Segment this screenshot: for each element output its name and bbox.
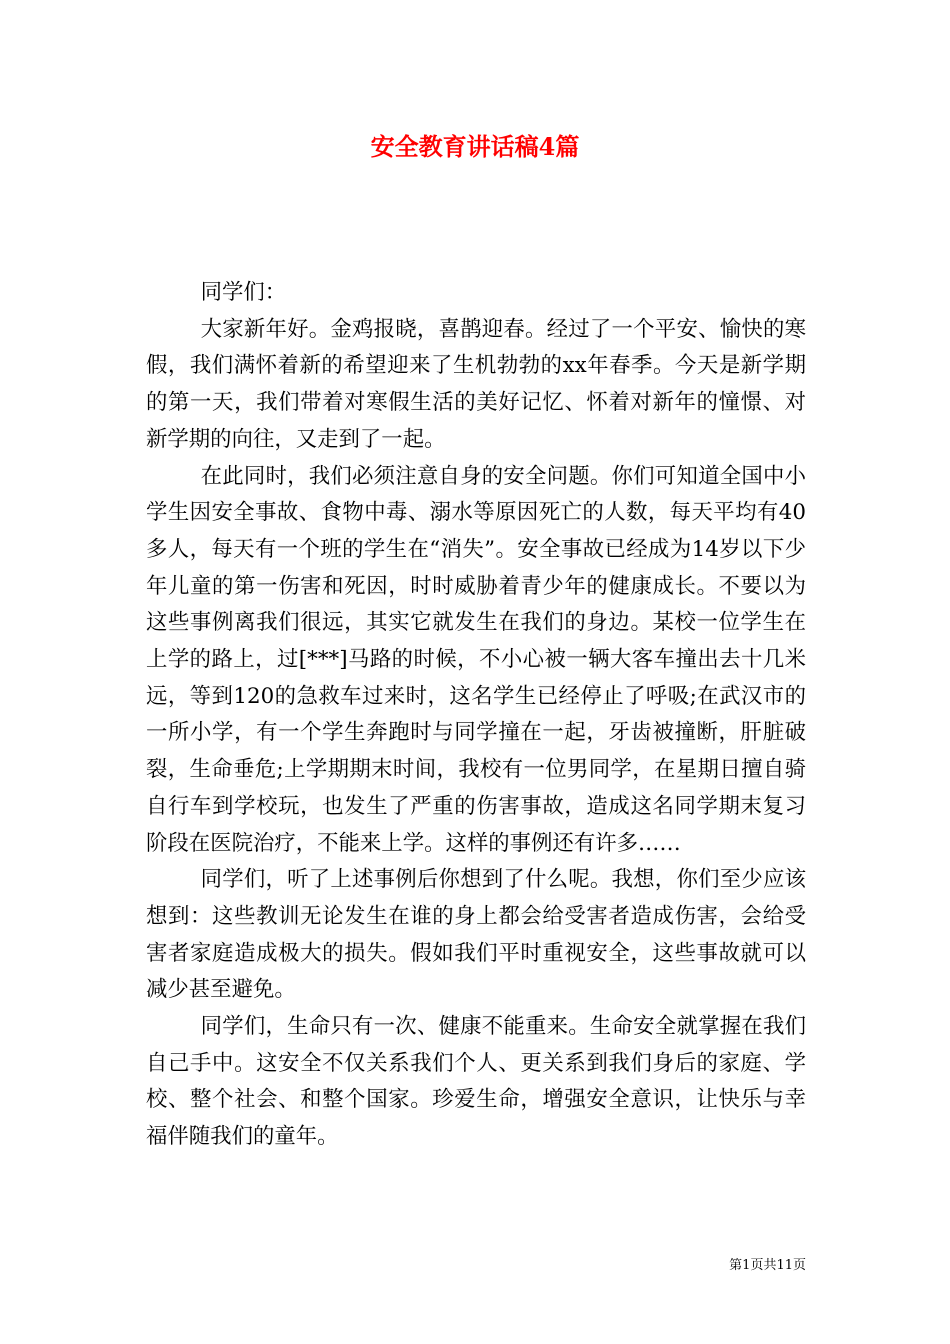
document-title: 安全教育讲话稿4篇 xyxy=(370,132,580,161)
page-number-footer: 第1页共11页 xyxy=(729,1258,806,1273)
paragraph-greeting: 同学们： xyxy=(200,280,287,305)
paragraph: 同学们，听了上述事例后你想到了什么呢。我想，你们至少应该想到：这些教训无论发生在谁的身上都会给受害者造成伤害，会给受害者家庭造成极大的损失。假如我们平时重视安全，这些事故就可以减少甚至避免。 xyxy=(146,867,806,1003)
paragraph: 在此同时，我们必须注意自身的安全问题。你们可知道全国中小学生因安全事故、食物中毒、溺水等原因死亡的人数，每天平均有40多人，每天有一个班的学生在“消失”。安全事故已经成为14岁以下少年儿童的第一伤害和死因，时时威胁着青少年的健康成长。不要以为这些事例离我们很远，其实它就发生在我们的身边。某校一位学生在上学的路上，过[***]马路的时候，不小心被一辆大客车撞出去十几米远，等到120的急救车过来时，这名学生已经停止了呼吸;在武汉市的一所小学，有一个学生奔跑时与同学撞在一起，牙齿被撞断，肝脏破裂，生命垂危;上学期期末时间，我校有一位男同学，在星期日擅自骑自行车到学校玩，也发生了严重的伤害事故，造成这名同学期末复习阶段在医院治疗，不能来上学。这样的事例还有许多…… xyxy=(146,463,806,856)
paragraph: 同学们，生命只有一次、健康不能重来。生命安全就掌握在我们自己手中。这安全不仅关系我们个人、更关系到我们身后的家庭、学校、整个社会、和整个国家。珍爱生命，增强安全意识，让快乐与幸福伴随我们的童年。 xyxy=(146,1014,806,1150)
document-body xyxy=(146,275,806,1156)
paragraph: 大家新年好。金鸡报晓，喜鹊迎春。经过了一个平安、愉快的寒假，我们满怀着新的希望迎来了生机勃勃的xx年春季。今天是新学期的第一天，我们带着对寒假生活的美好记忆、怀着对新年的憧憬、对新学期的向往，又走到了一起。 xyxy=(146,316,806,452)
